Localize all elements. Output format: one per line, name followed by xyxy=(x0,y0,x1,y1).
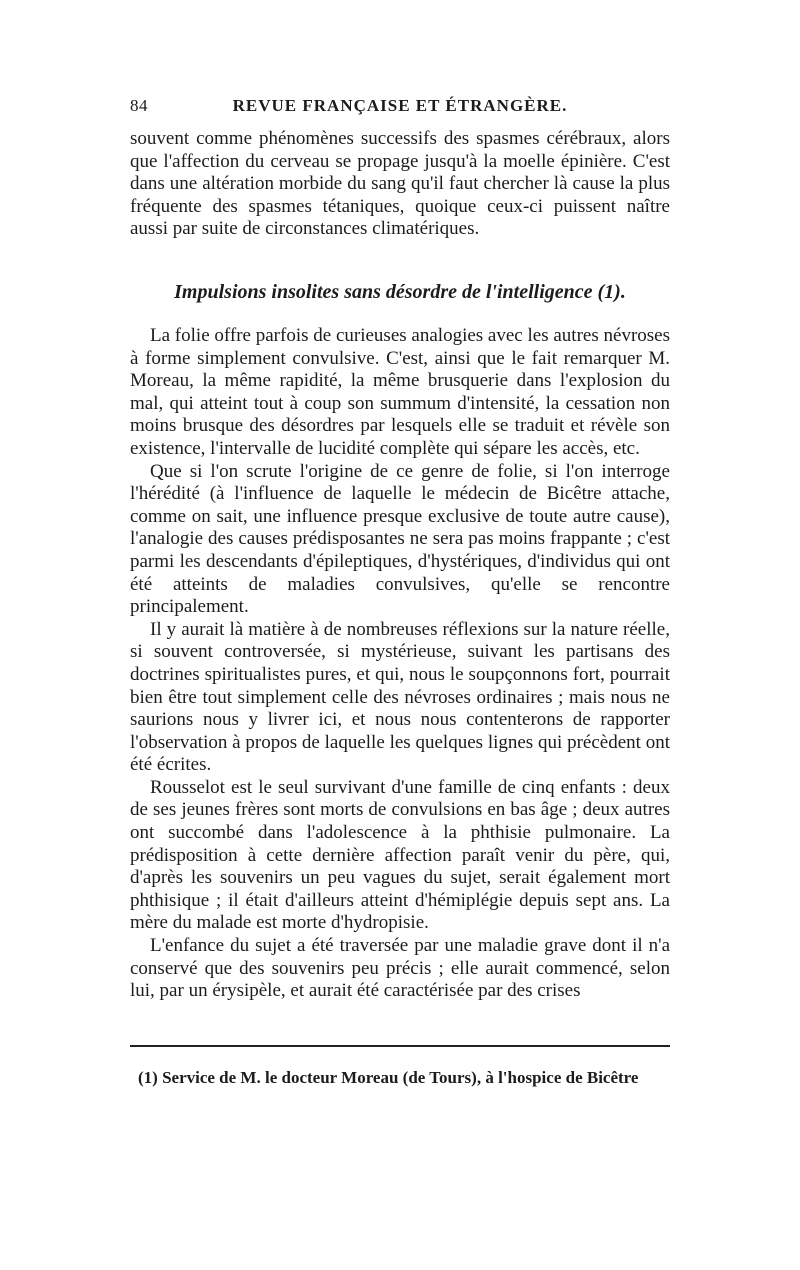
paragraph: Il y aurait là matière à de nombreuses réflexions sur la nature réelle, si souvent controversée, si mystérieuse, suivant les partisans des doctrines spiritualistes pures, et qui, nous le soupçonnons fort, pourrait bien être tout simplement celle des névroses ordinaires ; mais nous ne saurions nous y livrer ici, et nous nous contenterons de rapporter l'observation à propos de laquelle les quelques lignes qui précèdent ont été écrites. xyxy=(130,618,670,776)
section-title: Impulsions insolites sans désordre de l'intelligence (1). xyxy=(174,281,626,303)
running-title: REVUE FRANÇAISE ET ÉTRANGÈRE. xyxy=(232,96,568,115)
page-number: 84 xyxy=(130,96,148,115)
main-text xyxy=(130,325,670,1003)
footnote-divider xyxy=(130,1045,670,1047)
paragraph: Rousselot est le seul survivant d'une famille de cinq enfants : deux de ses jeunes frères sont morts de convulsions en bas âge ; deux autres ont succombé dans l'adolescence à la phthisie pulmonaire. La prédisposition à cette dernière affection paraît venir du père, qui, d'après les souvenirs un peu vagues du sujet, serait également mort phthisique ; il était d'ailleurs atteint d'hémiplégie depuis sept ans. La mère du malade est morte d'hydropisie. xyxy=(130,776,670,934)
intro-text xyxy=(130,128,670,241)
paragraph: La folie offre parfois de curieuses analogies avec les autres névroses à forme simplement convulsive. C'est, ainsi que le fait remarquer M. Moreau, la même rapidité, la même brusquerie dans l'explosion du mal, qui atteint tout à coup son summum d'intensité, la cessation non moins brusque des désordres par lesquels elle se traduit et révèle son existence, l'intervalle de lucidité complète qui sépare les accès, etc. xyxy=(130,325,670,459)
paragraph: L'enfance du sujet a été traversée par une maladie grave dont il n'a conservé que des souvenirs peu précis ; elle aurait commencé, selon lui, par un érysipèle, et aurait été caractérisée par des crises xyxy=(130,935,670,1002)
page-header xyxy=(130,96,670,120)
paragraph: souvent comme phénomènes successifs des spasmes cérébraux, alors que l'affection du cerveau se propage jusqu'à la moelle épinière. C'est dans une altération morbide du sang qu'il faut chercher là cause la plus fréquente des spasmes tétaniques, quoique ceux-ci puissent naître aussi par suite de circonstances climatériques. xyxy=(130,128,670,240)
footnote: (1) Service de M. le docteur Moreau (de Tours), à l'hospice de Bicêtre xyxy=(138,1068,639,1087)
paragraph: Que si l'on scrute l'origine de ce genre de folie, si l'on interroge l'hérédité (à l'influence de laquelle le médecin de Bicêtre attache, comme on sait, une influence presque exclusive de toute autre cause), l'analogie des causes prédisposantes ne sera pas moins frappante ; c'est parmi les descendants d'épileptiques, d'hystériques, d'individus qui ont été atteints de maladies convulsives, qu'elle se rencontre principalement. xyxy=(130,460,670,618)
